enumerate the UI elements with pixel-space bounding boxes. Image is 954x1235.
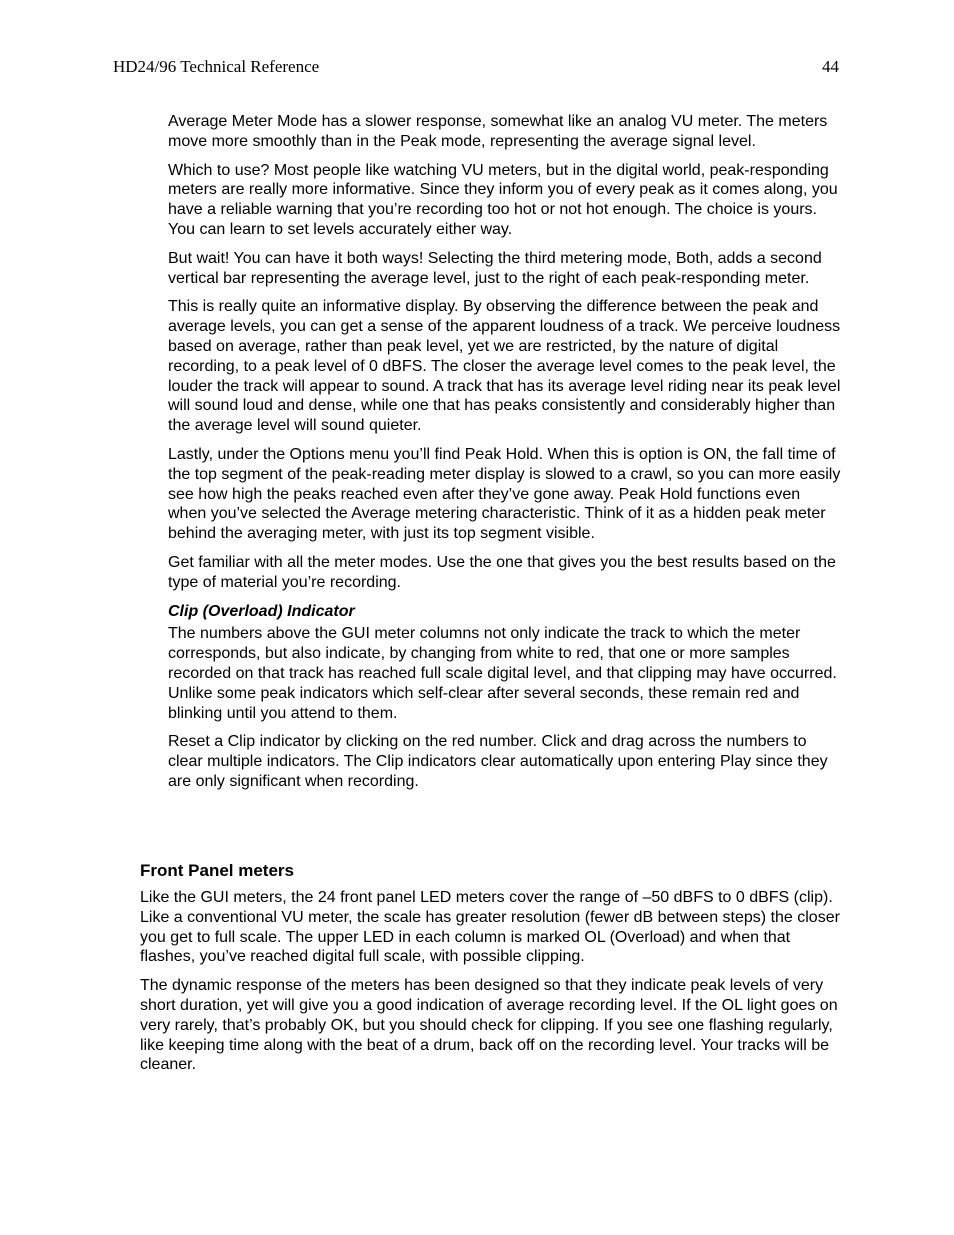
- meter-modes-section: [168, 112, 842, 801]
- paragraph-clip-reset: Reset a Clip indicator by clicking on the red number. Click and drag across the numbers to clear multiple indicators. The Clip indicators clear automatically upon entering Play since they are only significant when recording.: [168, 733, 828, 790]
- paragraph-clip-numbers: The numbers above the GUI meter columns not only indicate the track to which the meter corresponds, but also indicate, by changing from white to red, that one or more samples recorded on that track has reached full scale digital level, and that clipping may have occurred. Unlike some peak indicators which self-clear after several seconds, these remain red and blinking until you attend to them.: [168, 625, 837, 722]
- paragraph-peak-hold: Lastly, under the Options menu you’ll find Peak Hold. When this is option is ON, the fall time of the top segment of the peak-reading meter display is slowed to a crawl, so you can more easily see how high the peaks reached even after they’ve gone away. Peak Hold functions even when you’ve selected the Average metering characteristic. Think of it as a hidden peak meter behind the averaging meter, with just its top segment visible.: [168, 445, 841, 543]
- paragraph-dynamic-response: The dynamic response of the meters has been designed so that they indicate peak levels of very short duration, yet will give you a good indication of average recording level. If the OL light goes on very rarely, that’s probably OK, but you should check for clipping. If you see one flashing regularly, like keeping time along with the beat of a drum, back off on the recording level. Your tracks will be cleaner.: [140, 977, 838, 1074]
- paragraph-both-mode: But wait! You can have it both ways! Selecting the third metering mode, Both, adds a second vertical bar representing the average level, just to the right of each peak-responding meter.: [168, 249, 822, 287]
- paragraph-informative-display: This is really quite an informative display. By observing the difference between the peak and average levels, you can get a sense of the apparent loudness of a track. We perceive loudness based on average, rather than peak level, yet we are restricted, by the nature of digital recording, to a peak level of 0 dBFS. The closer the average level comes to the peak level, the louder the track will appear to sound. A track that has its average level riding near its peak level will sound loud and dense, while one that has peaks consistently and considerably higher than the average level will sound quieter.: [168, 298, 841, 435]
- paragraph-average-meter-mode: Average Meter Mode has a slower response, somewhat like an analog VU meter. The meters move more smoothly than in the Peak mode, representing the average signal level.: [168, 113, 828, 150]
- paragraph-front-panel-range: Like the GUI meters, the 24 front panel LED meters cover the range of –50 dBFS to 0 dBFS (clip). Like a conventional VU meter, the scale has greater resolution (fewer dB between steps) the closer you get to full scale. The upper LED in each column is marked OL (Overload) and when that flashes, you’ve reached digital full scale, with possible clipping.: [140, 889, 840, 966]
- front-panel-heading: Front Panel meters: [140, 861, 294, 880]
- paragraph-get-familiar: Get familiar with all the meter modes. Use the one that gives you the best results based on the type of material you’re recording.: [168, 553, 836, 591]
- front-panel-section: [140, 860, 842, 1084]
- clip-indicator-heading: Clip (Overload) Indicator: [168, 602, 355, 620]
- document-title: HD24/96 Technical Reference: [113, 57, 320, 76]
- page-number: 44: [822, 57, 839, 76]
- paragraph-which-to-use: Which to use? Most people like watching VU meters, but in the digital world, peak-responding meters are really more informative. Since they inform you of every peak as it comes along, you have a reliable warning that you’re recording too hot or not hot enough. The choice is yours. You can learn to set levels accurately either way.: [168, 161, 838, 238]
